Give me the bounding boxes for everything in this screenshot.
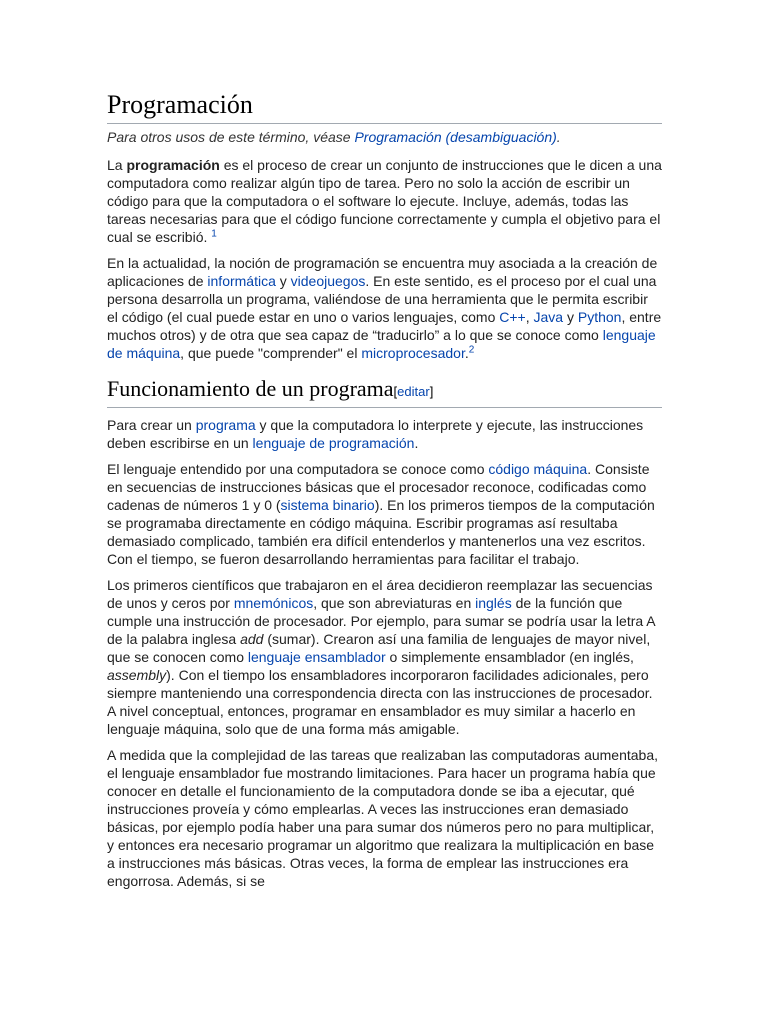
text: y que la computadora lo interprete y ejecute, las instrucciones deben escribirse en un (107, 417, 644, 451)
link-cpp[interactable]: C++ (499, 309, 526, 325)
reference-link[interactable]: 2 (468, 344, 475, 356)
section-paragraph-2 (107, 460, 662, 568)
text: (sumar). Crearon así una familia de lenguajes de mayor nivel, que se conocen como (107, 631, 651, 665)
hatnote-end: . (556, 129, 561, 145)
link-lenguaje-de-maquina[interactable]: lenguaje de máquina (107, 327, 656, 361)
term-bold: programación (126, 157, 220, 173)
section-paragraph-4: A medida que la complejidad de las tareas que realizaban las computadoras aumentaba, el lenguaje ensamblador fue mostrando limitaciones. Para hacer un programa había que conocer en detalle el funcionamiento de la computadora donde se iba a ejecutar, qué instrucciones proveía y cómo emplearlas. A veces las instrucciones eran demasiado básicas, por ejemplo podía haber una para sumar dos números pero no para multiplicar, y entonces era necesario programar un algoritmo que realizara la multiplicación en base a instrucciones más básicas. Otras veces, la forma de emplear las instrucciones era engorrosa. Además, si se (107, 747, 659, 889)
text: En la actualidad, la noción de programación se encuentra muy asociada a la creación de aplicaciones de (107, 255, 658, 289)
link-python[interactable]: Python (577, 309, 622, 325)
text: . (464, 345, 469, 361)
text: de la función que cumple una instrucción de procesador. Por ejemplo, para sumar se podría usar la letra A de la palabra inglesa (107, 595, 655, 647)
link-lenguaje-de-programacion[interactable]: lenguaje de programación (252, 435, 415, 451)
text: . Consiste en secuencias de instrucciones básicas que el procesador reconoce, codificadas como cadenas de números 1 y 0 ( (107, 461, 650, 513)
bracket: [ (393, 384, 398, 399)
text: ). En los primeros tiempos de la computación se programaba directamente en código máquina. Escribir programas así resultaba demasiado complicado, también era difícil entenderlos y mantenerlos una vez escritos. Con el tiempo, se fueron desarrollando herramientas para facilitar el trabajo. (107, 497, 655, 567)
link-mnemonicos[interactable]: mnemónicos (233, 595, 314, 611)
hatnote (107, 128, 662, 146)
page-title: Programación (107, 88, 662, 124)
edit-section-link[interactable]: editar (397, 384, 430, 399)
text: es el proceso de crear un conjunto de instrucciones que le dicen a una computadora como realizar algún tipo de tarea. Pero no solo la acción de escribir un código para que la computadora o el software lo ejecute. Incluye, además, todas las tareas necesarias para que el código funcione correctamente y cumpla el objetivo para el cual se escribió. (107, 157, 662, 245)
text: , entre muchos otros) y de otra que sea capaz de “traducirlo” a lo que se conoce como (107, 309, 662, 343)
link-lenguaje-ensamblador[interactable]: lenguaje ensamblador (247, 649, 386, 665)
intro-paragraph-1 (107, 156, 662, 246)
text: ). Con el tiempo los ensambladores incorporaron facilidades adicionales, pero siempre manteniendo una correspondencia directa con las instrucciones de procesador. A nivel conceptual, entonces, programar en ensamblador es muy similar a hacerlo en lenguaje máquina, solo que de una forma más amigable. (107, 667, 653, 737)
link-programacion-desambiguacion[interactable]: Programación (desambiguación) (354, 129, 557, 145)
section-heading-funcionamiento (107, 376, 662, 408)
link-codigo-maquina[interactable]: código máquina (488, 461, 588, 477)
link-informatica[interactable]: informática (207, 273, 276, 289)
article-content (107, 88, 662, 898)
bracket: ] (429, 384, 434, 399)
text: y (275, 273, 291, 289)
link-sistema-binario[interactable]: sistema binario (280, 497, 375, 513)
reference-1[interactable] (211, 228, 217, 239)
section-paragraph-1 (107, 416, 662, 452)
link-ingles[interactable]: inglés (475, 595, 512, 611)
section-paragraph-3 (107, 576, 662, 738)
term-italic: assembly (107, 667, 167, 683)
text: Los primeros científicos que trabajaron en el área decidieron reemplazar las secuencias de unos y ceros por (107, 577, 653, 611)
text: , (525, 309, 534, 325)
reference-link[interactable]: 1 (211, 228, 217, 240)
text: o simplemente ensamblador (en inglés, (385, 649, 634, 665)
text: El lenguaje entendido por una computadora se conoce como (107, 461, 489, 477)
text: y (563, 309, 578, 325)
reference-2[interactable] (469, 344, 475, 355)
text: , que son abreviaturas en (313, 595, 476, 611)
link-java[interactable]: Java (533, 309, 564, 325)
hatnote-text: Para otros usos de este término, véase (107, 129, 355, 145)
text: La (107, 157, 127, 173)
text: . (414, 435, 419, 451)
intro-paragraph-2 (107, 254, 662, 362)
link-videojuegos[interactable]: videojuegos (290, 273, 366, 289)
edit-section (394, 384, 434, 399)
term-italic: add (240, 631, 264, 647)
link-microprocesador[interactable]: microprocesador (361, 345, 465, 361)
link-programa[interactable]: programa (195, 417, 256, 433)
text: Para crear un (107, 417, 196, 433)
section-heading-text: Funcionamiento de un programa (107, 376, 394, 401)
text: . En este sentido, es el proceso por el cual una persona desarrolla un programa, valiéndose de una herramienta que le permita escribir el código (el cual puede estar en uno o varios lenguajes, como (107, 273, 657, 325)
text: , que puede "comprender" el (180, 345, 362, 361)
